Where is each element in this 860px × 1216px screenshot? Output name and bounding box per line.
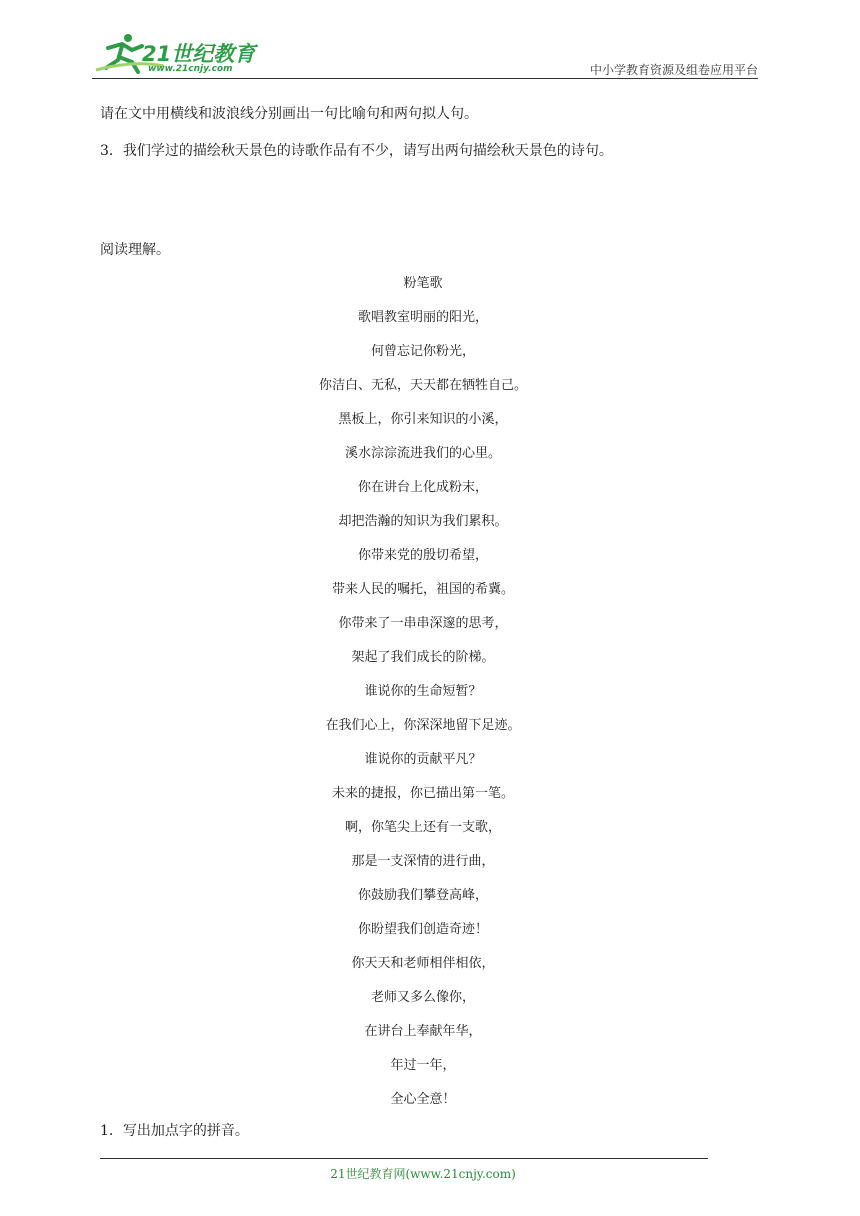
poem-line: 何曾忘记你粉光，: [370, 344, 475, 359]
platform-caption: 中小学教育资源及组卷应用平台: [589, 63, 758, 77]
footer-divider: [100, 1158, 708, 1159]
poem-line: 黑板上，你引来知识的小溪，: [338, 412, 508, 427]
poem-title: 粉笔歌: [403, 276, 443, 291]
poem-line: 却把浩瀚的知识为我们累积。: [338, 514, 508, 529]
poem-line: 未来的捷报，你已描出第一笔。: [331, 786, 514, 801]
poem-line: 你在讲台上化成粉末，: [357, 480, 488, 495]
question-3: 3．我们学过的描绘秋天景色的诗歌作品有不少，请写出两句描绘秋天景色的诗句。: [100, 143, 613, 159]
instruction-text: 请在文中用横线和波浪线分别画出一句比喻句和两句拟人句。: [100, 106, 478, 122]
poem-body: [100, 308, 746, 1124]
poem-line: 老师又多么像你，: [370, 990, 475, 1005]
logo-url: www.21cnjy.com: [148, 64, 233, 74]
footer-site-link[interactable]: 21世纪教育网(www.21cnjy.com): [330, 1167, 516, 1181]
poem-line: 谁说你的生命短暂？: [364, 684, 482, 699]
poem-line: 你带来党的殷切希望，: [357, 548, 488, 563]
poem-line: 你天天和老师相伴相依，: [351, 956, 495, 971]
site-logo[interactable]: [92, 30, 262, 78]
poem-line: 啊，你笔尖上还有一支歌，: [344, 820, 501, 835]
poem-line: 你带来了一串串深邃的思考，: [338, 616, 508, 631]
poem-line: 带来人民的嘱托，祖国的希冀。: [331, 582, 514, 597]
logo-wordmark: 21世纪教育: [142, 42, 256, 66]
poem-line: 全心全意！: [390, 1092, 456, 1107]
poem-line: 年过一年，: [390, 1058, 456, 1073]
poem-line: 你盼望我们创造奇迹！: [357, 922, 488, 937]
question-1: 1．写出加点字的拼音。: [100, 1123, 249, 1139]
poem-line: 你鼓励我们攀登高峰，: [357, 888, 488, 903]
poem-line: 你洁白、无私，天天都在牺牲自己。: [318, 378, 527, 393]
poem-line: 在讲台上奉献年华，: [364, 1024, 482, 1039]
poem-line: 歌唱教室明丽的阳光，: [357, 310, 488, 325]
poem-line: 架起了我们成长的阶梯。: [351, 650, 495, 665]
poem-line: 溪水淙淙流进我们的心里。: [344, 446, 501, 461]
poem-line: 在我们心上，你深深地留下足迹。: [325, 718, 521, 733]
section-heading-reading: 阅读理解。: [100, 242, 170, 258]
page-header: [92, 30, 758, 80]
header-divider: [92, 78, 758, 79]
poem-line: 谁说你的贡献平凡？: [364, 752, 482, 767]
poem: [100, 274, 746, 1124]
poem-line: 那是一支深情的进行曲，: [351, 854, 495, 869]
